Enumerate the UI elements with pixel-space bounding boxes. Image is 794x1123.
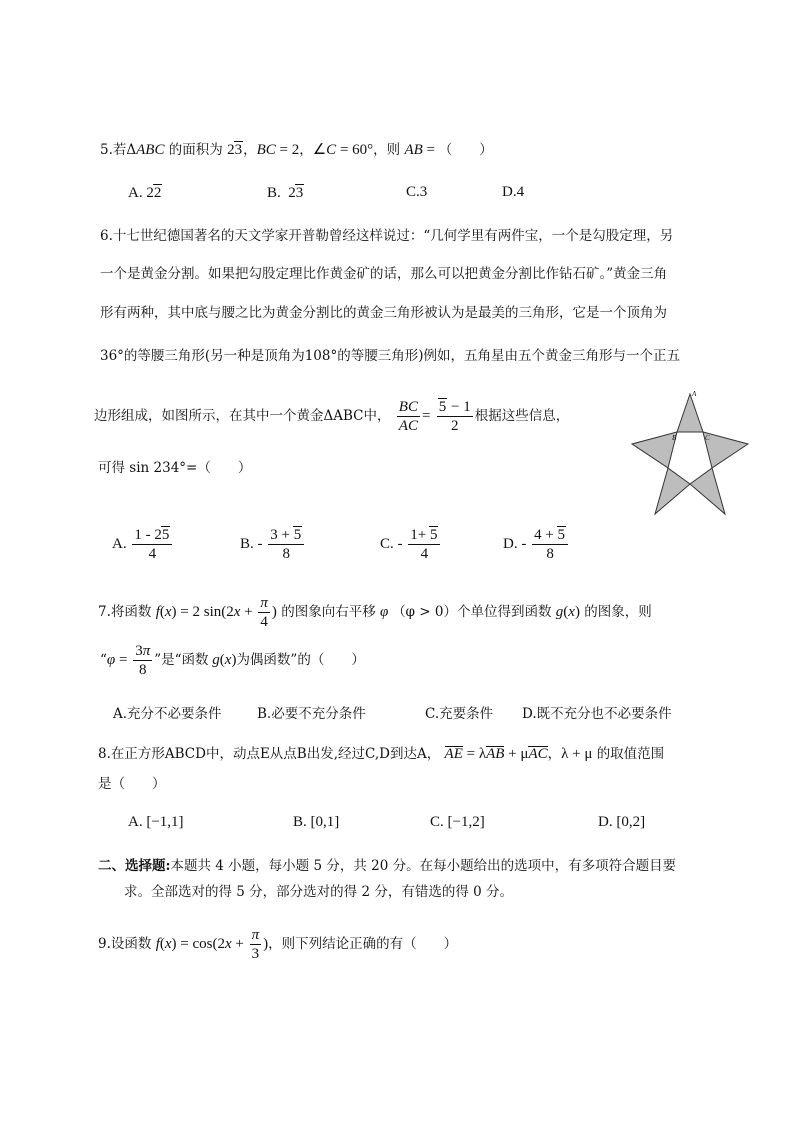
q8-line-2: 是（ ） [98, 776, 166, 792]
pi-over-4: $\frac{\pi}{4}$ [260, 595, 268, 630]
q6-line-4: 36°的等腰三角形(另一种是顶角为108°的等腰三角形)例如，五角星由五个黄金三角形与一个正五 [100, 348, 680, 364]
q6-option-d-label: D. - [503, 535, 527, 552]
q7-line-2-a: “ [100, 652, 107, 668]
vector-ac: AC [528, 746, 548, 762]
q7-line-1-d: 的图象，则 [584, 604, 652, 620]
q7-option-a: A.充分不必要条件 [113, 706, 222, 722]
q9-line-1-b: ，则下列结论正确的有（ ） [268, 936, 458, 952]
q5-option-a: A. 22 [128, 185, 162, 201]
pi-over-3: $\frac{\pi}{3}$ [251, 927, 260, 962]
q5-stem: 5.若ΔABC 的面积为 23，BC = 2，∠C = 60°，则 AB = （ ） [100, 142, 493, 158]
q6-line-5: 边形组成，如图所示，在其中一个黄金ΔABC中， $\frac{BC}{AC}$ = $\frac{5 - 1}{2}$ 根据这些信息， [94, 399, 570, 434]
q7-line-2: “φ = $\frac{3\pi}{8}$ ”是“函数 g(x)为偶函数”的（ ） [100, 643, 365, 678]
q7-option-d: D.既不充分也不必要条件 [522, 706, 672, 722]
q7-line-1: 7.将函数 f(x) = 2 sin(2x + $\frac{\pi}{4}$ ) 的图象向右平移 φ （φ > 0）个单位得到函数 g(x) 的图象，则 [98, 595, 652, 630]
section-2-heading [98, 856, 676, 876]
pentagram-figure [628, 388, 754, 518]
q5-option-c: C.3 [406, 184, 428, 200]
q9-line-1-a: 9.设函数 [98, 936, 152, 952]
q8-line-1-suffix: 的取值范围 [596, 746, 665, 762]
q6-line-2: 一个是黄金分割。如果把勾股定理比作黄金矿的话，那么可以把黄金分割比作钻石矿。”黄金三角 [100, 266, 668, 282]
q6-option-c [380, 526, 442, 563]
q6-line-1: 6.十七世纪德国著名的天文学家开普勒曾经这样说过：“几何学里有两件宝，一个是勾股定理，另 [100, 228, 674, 244]
q8-line-1: 8.在正方形ABCD中，动点E从点B出发,经过C,D到达A， AE = λAB + μAC，λ + μ 的取值范围 [98, 746, 665, 762]
q6-line-5-prefix: 边形组成，如图所示，在其中一个黄金ΔABC中， [94, 408, 391, 424]
q7-line-2-b: ”是“函数 [154, 652, 209, 668]
section-2-title: 二、选择题: [98, 858, 171, 874]
q8-option-b: B. [0,1] [293, 814, 340, 830]
q6-option-c-label: C. - [380, 535, 403, 552]
q7-option-c: C.充要条件 [425, 706, 494, 722]
q7-option-b: B.必要不充分条件 [257, 706, 366, 722]
vector-ab: AB [486, 746, 505, 762]
q7-line-1-b: 的图象向右平移 [281, 604, 376, 620]
q6-option-b [240, 526, 306, 563]
q6-option-a-label: A. [112, 535, 127, 552]
q6-option-a [112, 526, 174, 563]
q6-line-3: 形有两种，其中底与腰之比为黄金分割比的黄金三角形被认为是最美的三角形，它是一个顶角为 [100, 305, 667, 321]
q7-line-2-c: 为偶函数”的（ ） [236, 652, 365, 668]
q6-option-d-fraction: $\frac{4 + 5}{8}$ [532, 526, 568, 563]
star-label-a: A [692, 390, 697, 398]
q6-option-b-fraction: $\frac{3 + 5}{8}$ [268, 526, 304, 563]
golden-ratio-fraction: $\frac{5 - 1}{2}$ [438, 399, 471, 434]
q9-line-1: 9.设函数 f(x) = cos(2x + $\frac{\pi}{3}$ )，则下列结论正确的有（ ） [98, 927, 458, 962]
vector-ae: AE [444, 746, 463, 762]
q5-option-d: D.4 [502, 184, 525, 200]
section-2-text-2: 求。全部选对的得 5 分，部分选对的得 2 分，有错选的得 0 分。 [124, 884, 514, 900]
q5-option-b: B. 23 [267, 185, 304, 201]
section-2-text-1: 本题共 4 小题，每小题 5 分，共 20 分。在每小题给出的选项中，有多项符合题目要 [170, 858, 677, 874]
star-label-c: C [705, 434, 710, 442]
q6-option-a-fraction: $\frac{1 - 25}{4}$ [132, 526, 172, 563]
q7-line-1-a: 7.将函数 [98, 604, 152, 620]
three-pi-over-8: $\frac{3\pi}{8}$ [135, 643, 151, 678]
q6-line-5-suffix: 根据这些信息， [474, 408, 570, 424]
q8-option-c: C. [−1,2] [430, 814, 485, 830]
q8-line-1-text: 8.在正方形ABCD中，动点E从点B出发,经过C,D到达A， [98, 746, 441, 762]
q8-option-d: D. [0,2] [598, 814, 646, 830]
bc-over-ac-fraction: $\frac{BC}{AC}$ [398, 399, 418, 434]
q6-line-6: 可得 sin 234°=（ ） [98, 460, 252, 476]
star-label-b: B [672, 434, 677, 442]
q6-option-c-fraction: $\frac{1+ 5}{4}$ [408, 526, 440, 563]
q8-option-a: A. [−1,1] [128, 814, 184, 830]
q6-option-b-label: B. - [240, 535, 263, 552]
q7-line-1-c: （φ > 0）个单位得到函数 [392, 604, 552, 620]
q6-option-d [503, 526, 570, 563]
